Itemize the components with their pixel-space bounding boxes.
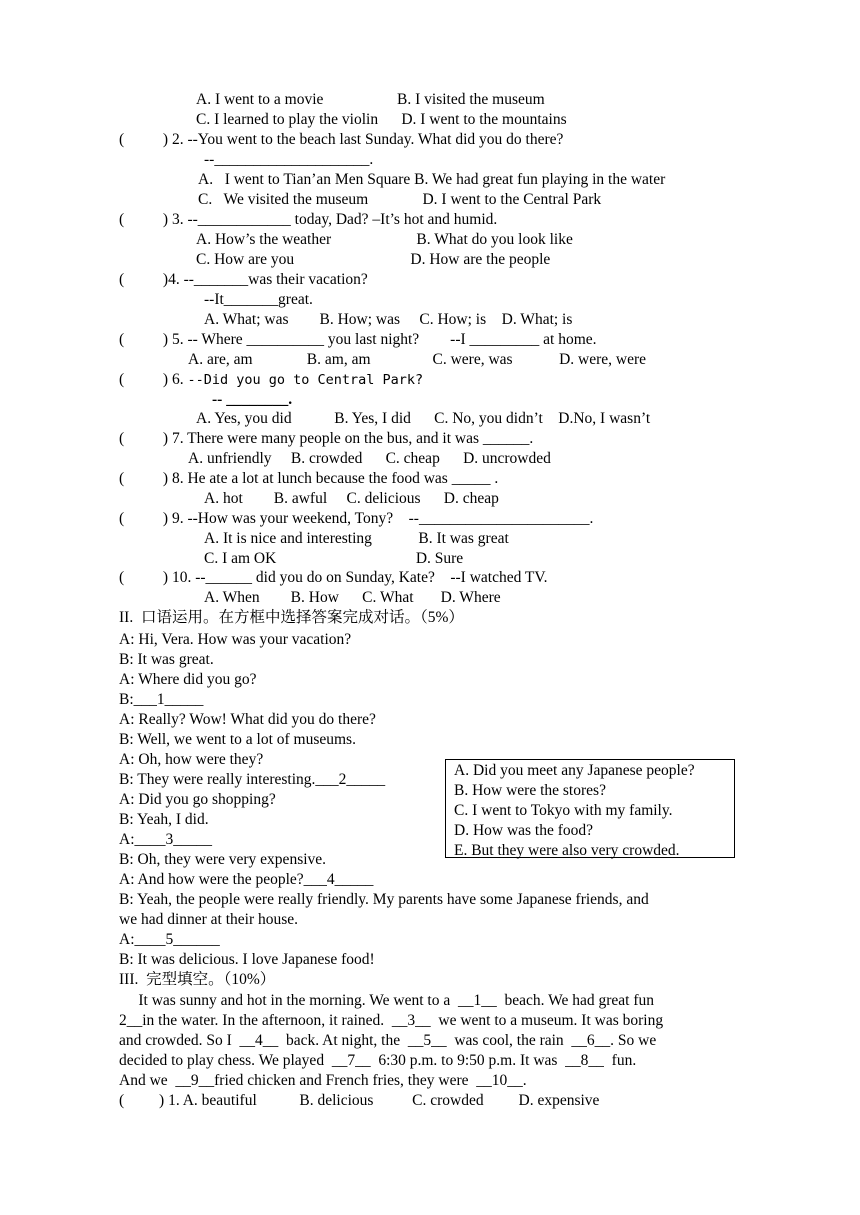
question-7: ( ) 7. There were many people on the bus, and it was ______.: [119, 430, 534, 447]
q9-options-line1: A. It is nice and interesting B. It was great: [204, 530, 509, 547]
q1-options-line2: C. I learned to play the violin D. I went to the mountains: [196, 111, 567, 128]
dialogue-line: B: It was great.: [119, 651, 214, 668]
dialogue-line: B: It was delicious. I love Japanese food!: [119, 951, 375, 968]
question-6: [119, 370, 423, 390]
q6-answer-blank: -- ________.: [212, 391, 293, 408]
dialogue-line: A: Did you go shopping?: [119, 791, 276, 808]
dialogue-line: A: And how were the people?___4_____: [119, 871, 374, 888]
q2-answer-blank: --____________________.: [204, 151, 374, 168]
q9-options-line2: C. I am OK D. Sure: [204, 550, 464, 567]
dialogue-line: A: Really? Wow! What did you do there?: [119, 711, 376, 728]
dialogue-line: B: They were really interesting.___2_____: [119, 771, 386, 788]
passage-line: And we __9__fried chicken and French fries, they were __10__.: [119, 1072, 527, 1089]
box-option: A. Did you meet any Japanese people?: [454, 762, 695, 779]
box-option: D. How was the food?: [454, 822, 594, 839]
passage-line: decided to play chess. We played __7__ 6:30 p.m. to 9:50 p.m. It was __8__ fun.: [119, 1052, 637, 1069]
question-2: ( ) 2. --You went to the beach last Sunday. What did you do there?: [119, 131, 564, 148]
question-3: ( ) 3. --____________ today, Dad? –It’s hot and humid.: [119, 211, 498, 228]
q1-options-line1: A. I went to a movie B. I visited the museum: [196, 91, 545, 108]
dialogue-line: B: Well, we went to a lot of museums.: [119, 731, 356, 748]
box-option: B. How were the stores?: [454, 782, 606, 799]
q10-options: A. When B. How C. What D. Where: [204, 589, 501, 606]
q4-answer-blank: --It_______great.: [204, 291, 313, 308]
question-8: ( ) 8. He ate a lot at lunch because the food was _____ .: [119, 470, 499, 487]
dialogue-line: A: Hi, Vera. How was your vacation?: [119, 631, 352, 648]
q6-options: A. Yes, you did B. Yes, I did C. No, you didn’t D.No, I wasn’t: [196, 410, 651, 427]
dialogue-line: A:____5______: [119, 931, 220, 948]
answer-options-box: [445, 759, 735, 858]
section-2-heading: II. 口语运用。在方框中选择答案完成对话。（5%）: [119, 609, 464, 626]
dialogue-line: B: Oh, they were very expensive.: [119, 851, 327, 868]
dialogue-line: B:___1_____: [119, 691, 204, 708]
q6-number: ( ) 6.: [119, 371, 188, 388]
dialogue-line: A: Oh, how were they?: [119, 751, 264, 768]
question-5: ( ) 5. -- Where __________ you last night? --I _________ at home.: [119, 331, 597, 348]
section-3-heading: III. 完型填空。（10%）: [119, 971, 276, 988]
q8-options: A. hot B. awful C. delicious D. cheap: [204, 490, 499, 507]
passage-line: 2__in the water. In the afternoon, it rained. __3__ we went to a museum. It was boring: [119, 1012, 664, 1029]
cloze-question-1: ( ) 1. A. beautiful B. delicious C. crowded D. expensive: [119, 1092, 600, 1109]
passage-line: It was sunny and hot in the morning. We went to a __1__ beach. We had great fun: [119, 992, 655, 1009]
box-option: C. I went to Tokyo with my family.: [454, 802, 673, 819]
dialogue-line: B: Yeah, I did.: [119, 811, 209, 828]
q7-options: A. unfriendly B. crowded C. cheap D. uncrowded: [188, 450, 551, 467]
q5-options: A. are, am B. am, am C. were, was D. were, were: [188, 351, 646, 368]
q4-options: A. What; was B. How; was C. How; is D. What; is: [204, 311, 573, 328]
passage-line: and crowded. So I __4__ back. At night, the __5__ was cool, the rain __6__. So we: [119, 1032, 657, 1049]
q2-options-line2: C. We visited the museum D. I went to the Central Park: [198, 191, 602, 208]
q3-options-line1: A. How’s the weather B. What do you look like: [196, 231, 573, 248]
question-9: ( ) 9. --How was your weekend, Tony? --______________________.: [119, 510, 594, 527]
q2-options-line1: A. I went to Tian’an Men Square B. We had great fun playing in the water: [198, 171, 666, 188]
question-4: ( )4. --_______was their vacation?: [119, 271, 368, 288]
dialogue-line: we had dinner at their house.: [119, 911, 299, 928]
dialogue-line: A: Where did you go?: [119, 671, 257, 688]
dialogue-line: A:____3_____: [119, 831, 212, 848]
question-10: ( ) 10. --______ did you do on Sunday, Kate? --I watched TV.: [119, 569, 548, 586]
box-option: E. But they were also very crowded.: [454, 842, 680, 859]
dialogue-line: B: Yeah, the people were really friendly. My parents have some Japanese friends, and: [119, 891, 649, 908]
q3-options-line2: C. How are you D. How are the people: [196, 251, 551, 268]
q6-question: --Did you go to Central Park?: [187, 372, 424, 388]
